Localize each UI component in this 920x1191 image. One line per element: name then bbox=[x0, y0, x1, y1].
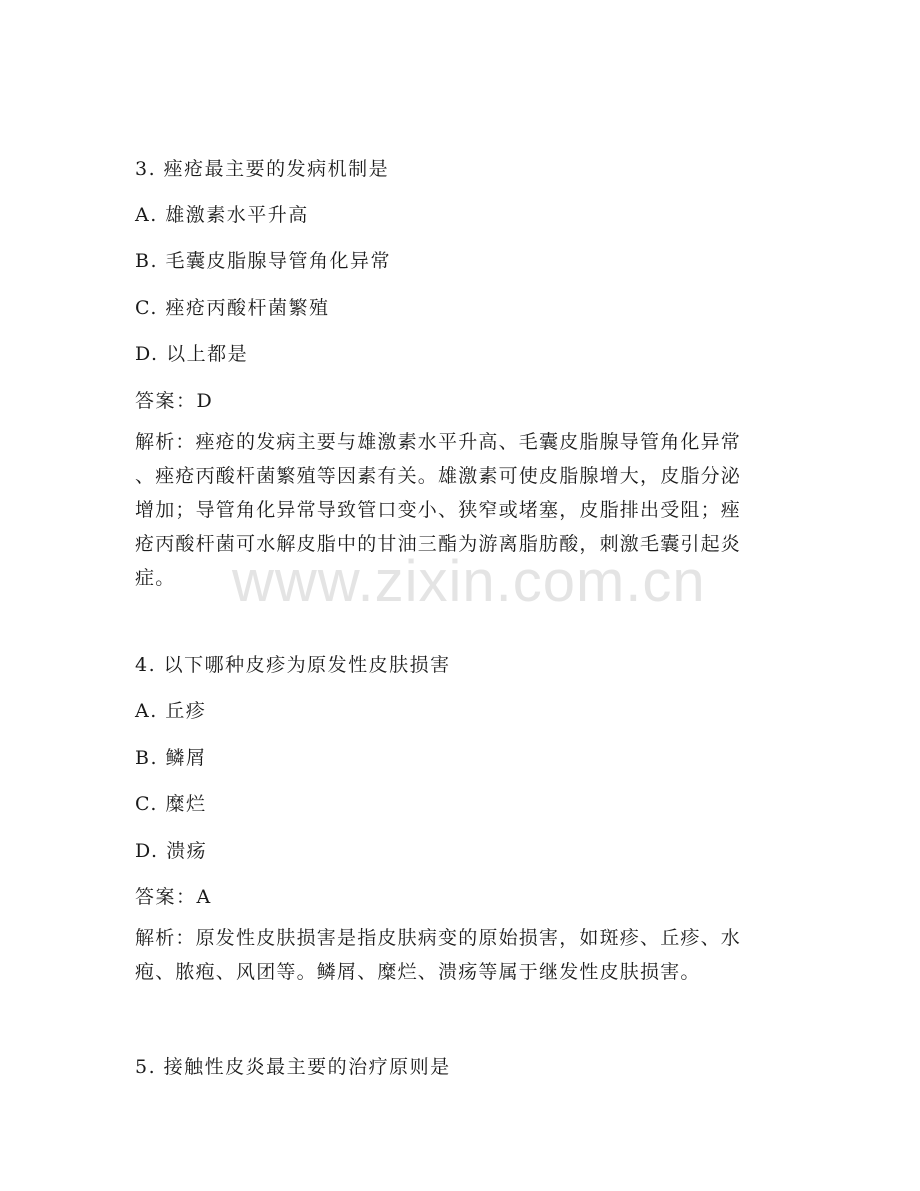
question-4-option-a: A. 丘疹 bbox=[135, 700, 207, 722]
question-3-stem: 3. 痤疮最主要的发病机制是 bbox=[135, 158, 390, 180]
question-3-option-c: C. 痤疮丙酸杆菌繁殖 bbox=[135, 297, 330, 319]
explanation-line: 解析：痤疮的发病主要与雄激素水平升高、毛囊皮脂腺导管角化异常 bbox=[135, 431, 742, 453]
question-3-option-d: D. 以上都是 bbox=[135, 343, 249, 365]
question-4-explanation bbox=[135, 921, 783, 989]
question-4-option-c: C. 糜烂 bbox=[135, 793, 207, 815]
question-3-option-a: A. 雄激素水平升高 bbox=[135, 204, 309, 226]
explanation-line: 解析：原发性皮肤损害是指皮肤病变的原始损害，如斑疹、丘疹、水 bbox=[135, 927, 742, 949]
explanation-line: 疱、脓疱、风团等。鳞屑、糜烂、溃疡等属于继发性皮肤损害。 bbox=[135, 961, 701, 983]
explanation-line: 疮丙酸杆菌可水解皮脂中的甘油三酯为游离脂肪酸，刺激毛囊引起炎 bbox=[135, 533, 742, 555]
explanation-line: 症。 bbox=[135, 567, 176, 589]
watermark: www.zixin.com.cn bbox=[232, 549, 706, 614]
question-4-option-b: B. 鳞屑 bbox=[135, 747, 207, 769]
question-3-answer: 答案：D bbox=[135, 390, 214, 412]
question-4-stem: 4. 以下哪种皮疹为原发性皮肤损害 bbox=[135, 654, 451, 676]
question-5-stem: 5. 接触性皮炎最主要的治疗原则是 bbox=[135, 1056, 451, 1078]
explanation-line: 、痤疮丙酸杆菌繁殖等因素有关。雄激素可使皮脂腺增大，皮脂分泌 bbox=[135, 465, 742, 487]
question-4-answer: 答案：A bbox=[135, 886, 212, 908]
question-3-option-b: B. 毛囊皮脂腺导管角化异常 bbox=[135, 250, 392, 272]
explanation-line: 增加；导管角化异常导致管口变小、狭窄或堵塞，皮脂排出受阻；痤 bbox=[135, 499, 742, 521]
question-3-explanation bbox=[135, 425, 783, 595]
question-4-option-d: D. 溃疡 bbox=[135, 840, 208, 862]
